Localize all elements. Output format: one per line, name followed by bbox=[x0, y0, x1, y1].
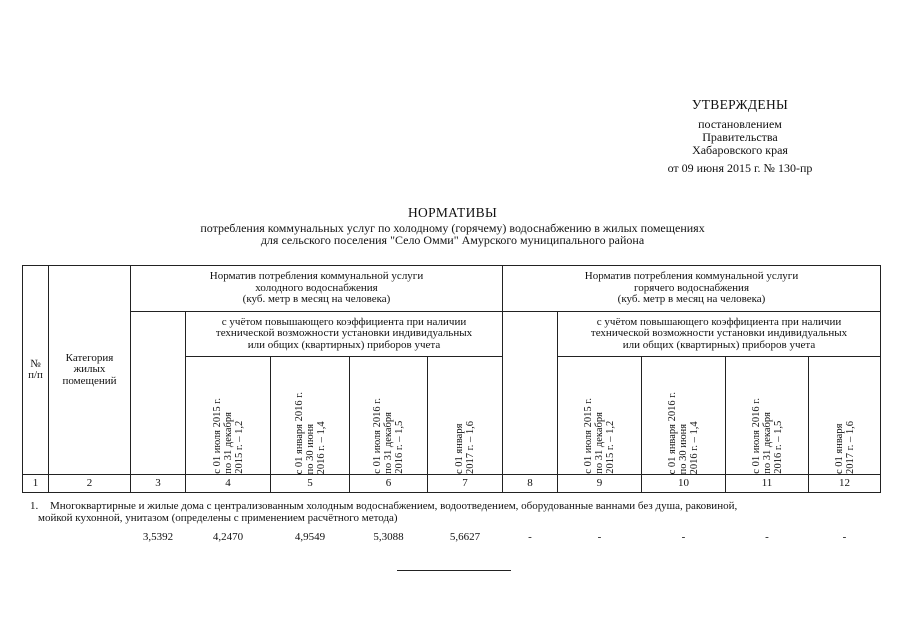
table-cell: 4,2470 bbox=[212, 531, 244, 543]
document-subtitle: для сельского поселения "Село Омми" Амурского муниципального района bbox=[260, 233, 645, 247]
column-number: 12 bbox=[839, 476, 850, 489]
table-cell: 4,9549 bbox=[294, 531, 326, 543]
column-number: 4 bbox=[225, 476, 231, 489]
approval-date: от 09 июня 2015 г. № 130-пр bbox=[667, 161, 813, 175]
table-cell: - bbox=[765, 531, 769, 543]
column-number: 11 bbox=[761, 476, 773, 489]
document-subtitle: потребления коммунальных услуг по холодному (горячему) водоснабжению в жилых помещениях bbox=[200, 221, 705, 235]
column-number: 5 bbox=[307, 476, 313, 489]
row-description: Многоквартирные и жилые дома с централизованным холодным водоснабжением, водоотведением, оборудованные ваннами без душа, раковиной, bbox=[50, 500, 738, 512]
column-header-number: № п/п bbox=[28, 357, 43, 381]
column-number: 7 bbox=[462, 476, 468, 489]
approval-line: постановлением bbox=[698, 117, 782, 131]
hot-coefficient-header: с учётом повышающего коэффициента при наличии технической возможности установки индивидуальных или общих (квартирных) приборов учета bbox=[590, 315, 848, 351]
row-description: мойкой кухонной, унитазом (определены с применением расчётного метода) bbox=[38, 512, 398, 524]
column-number: 6 bbox=[385, 476, 392, 489]
table-cell: 3,5392 bbox=[142, 531, 174, 543]
table-cell: - bbox=[597, 531, 602, 543]
approval-line: Хабаровского края bbox=[692, 143, 788, 157]
period-header-hot-3: с 01 июля 2016 г. по 31 декабря 2016 г. – 1,5 bbox=[750, 398, 784, 474]
cold-water-header: Норматив потребления коммунальной услуги холодного водоснабжения (куб. метр в месяц на человека) bbox=[209, 270, 424, 306]
column-number: 1 bbox=[32, 476, 39, 489]
approval-line: Правительства bbox=[702, 130, 778, 144]
column-number: 9 bbox=[596, 476, 603, 489]
period-header-hot-1: с 01 июля 2015 г. по 31 декабря 2015 г. – 1,2 bbox=[583, 398, 616, 474]
hot-water-header: Норматив потребления коммунальной услуги горячего водоснабжения (куб. метр в месяц на человека) bbox=[584, 270, 799, 306]
period-header-cold-4: с 01 января 2017 г. – 1,6 bbox=[454, 421, 476, 474]
column-number: 10 bbox=[678, 476, 689, 489]
table-cell: - bbox=[842, 531, 847, 543]
table-cell: - bbox=[528, 531, 532, 543]
approval-title: УТВЕРЖДЕНЫ bbox=[691, 97, 789, 112]
period-header-cold-3: с 01 июля 2016 г. по 31 декабря 2016 г. – 1,5 bbox=[372, 398, 405, 474]
period-header-cold-1: с 01 июля 2015 г. по 31 декабря 2015 г. – 1,2 bbox=[211, 398, 245, 474]
column-number: 3 bbox=[155, 476, 161, 489]
column-header-category: Категория жилых помещений bbox=[62, 351, 117, 387]
table-cell: - bbox=[681, 531, 686, 543]
cold-coefficient-header: с учётом повышающего коэффициента при наличии технической возможности установки индивидуальных или общих (квартирных) приборов учета bbox=[215, 315, 473, 351]
row-number: 1. bbox=[30, 500, 39, 512]
table-cell: 5,6627 bbox=[449, 531, 481, 543]
column-number: 8 bbox=[527, 476, 533, 489]
column-number: 2 bbox=[86, 476, 93, 489]
period-header-cold-2: с 01 января 2016 г. по 30 июня 2016 г. – 1,4 bbox=[293, 391, 327, 474]
period-header-hot-2: с 01 января 2016 г. по 30 июня 2016 г. – 1,4 bbox=[667, 391, 700, 474]
document-title: НОРМАТИВЫ bbox=[407, 205, 498, 220]
footer-divider bbox=[397, 570, 511, 571]
table-cell: 5,3088 bbox=[373, 531, 404, 543]
period-header-hot-4: с 01 января 2017 г. – 1,6 bbox=[833, 421, 856, 474]
